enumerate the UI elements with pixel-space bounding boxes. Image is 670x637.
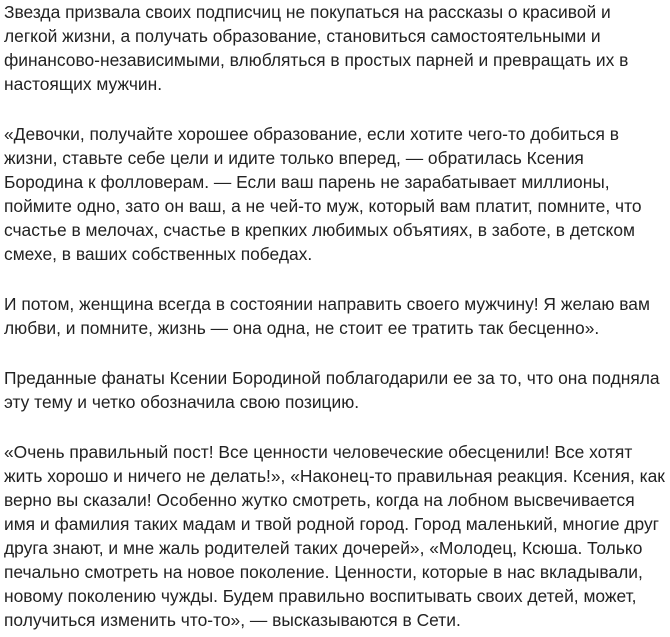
article-paragraph-comments: «Очень правильный пост! Все ценности человеческие обесценили! Все хотят жить хорошо и ничего не делать!», «Наконец-то правильная реакция. Ксения, как верно вы сказали! Особенно жутко смотреть, когда на лобном высвечивается имя и фамилия таких мадам и твой родной город. Город маленький, многие друг друга знают, и мне жаль родителей таких дочерей», «Молодец, Ксюша. Только печально смотреть на новое поколение. Ценности, которые в нас вкладывали, новому поколению чужды. Будем правильно воспитывать своих детей, может, получиться изменить что-то», — высказываются в Сети. xyxy=(4,442,665,630)
article-paragraph-fans: Преданные фанаты Ксении Бородиной поблагодарили ее за то, что она подняла эту тему и четко обозначила свою позицию. xyxy=(4,368,660,412)
article-body xyxy=(4,0,666,632)
article-paragraph-quote-end: И потом, женщина всегда в состоянии направить своего мужчину! Я желаю вам любви, и помните, жизнь — она одна, не стоит ее тратить так бесценно». xyxy=(4,294,650,338)
article-paragraph-quote-start: «Девочки, получайте хорошее образование, если хотите чего-то добиться в жизни, ставьте себе цели и идите только вперед, — обратилась Ксения Бородина к фолловерам. — Если ваш парень не зарабатывает миллионы, поймите одно, зато он ваш, а не чей-то муж, который вам платит, помните, что счастье в мелочах, счастье в крепких любимых объятиях, в заботе, в детском смехе, в ваших собственных победах. xyxy=(4,124,642,264)
article-paragraph-intro: Звезда призвала своих подписчиц не покупаться на рассказы о красивой и легкой жизни, а получать образование, становиться самостоятельными и финансово-независимыми, влюбляться в простых парней и превращать их в настоящих мужчин. xyxy=(4,2,629,94)
